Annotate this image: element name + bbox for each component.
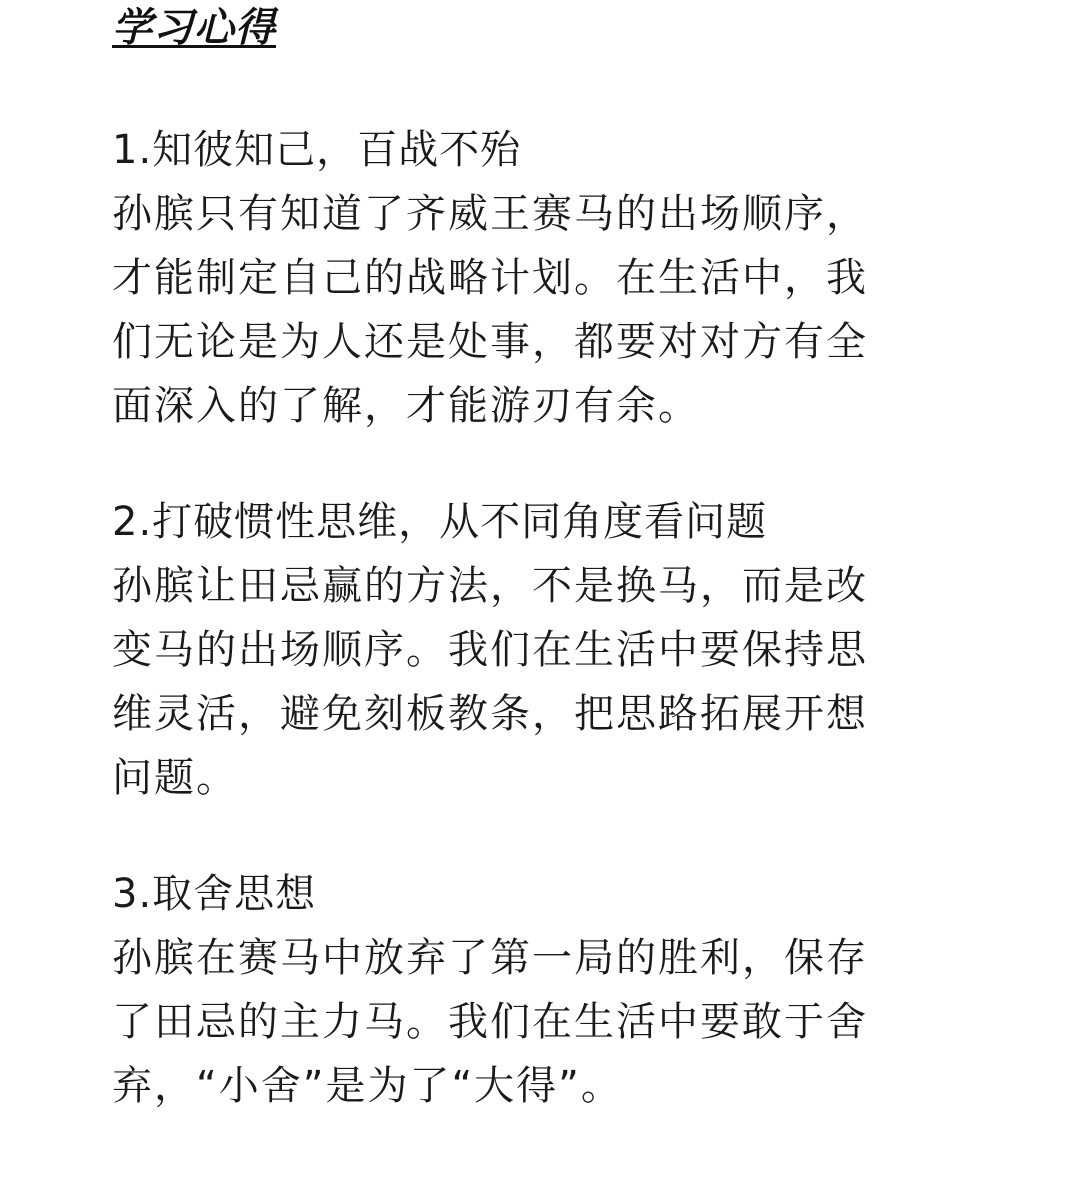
section-1	[112, 118, 952, 438]
section-1-line-1: 孙膑只有知道了齐威王赛马的出场顺序，	[112, 191, 868, 237]
section-1-heading: 1.知彼知己，百战不殆	[112, 127, 522, 173]
section-3-line-1: 孙膑在赛马中放弃了第一局的胜利，保存	[112, 935, 868, 981]
section-2-line-2: 变马的出场顺序。我们在生活中要保持思	[112, 627, 868, 673]
section-2-line-1: 孙膑让田忌赢的方法，不是换马，而是改	[112, 563, 868, 609]
section-3-line-2: 了田忌的主力马。我们在生活中要敢于舍	[112, 999, 868, 1045]
page-title: 学习心得	[112, 5, 276, 51]
section-3-line-3: 弃，“小舍”是为了“大得”。	[112, 1063, 623, 1109]
section-2-line-4: 问题。	[112, 755, 238, 801]
section-2-line-3: 维灵活，避免刻板教条，把思路拓展开想	[112, 691, 868, 737]
section-1-line-4: 面深入的了解，才能游刃有余。	[112, 383, 700, 429]
section-3	[112, 862, 952, 1118]
section-2	[112, 490, 952, 810]
section-1-line-3: 们无论是为人还是处事，都要对对方有全	[112, 319, 868, 365]
section-3-heading: 3.取舍思想	[112, 871, 317, 917]
section-1-line-2: 才能制定自己的战略计划。在生活中，我	[112, 255, 868, 301]
section-2-heading: 2.打破惯性思维，从不同角度看问题	[112, 499, 768, 545]
